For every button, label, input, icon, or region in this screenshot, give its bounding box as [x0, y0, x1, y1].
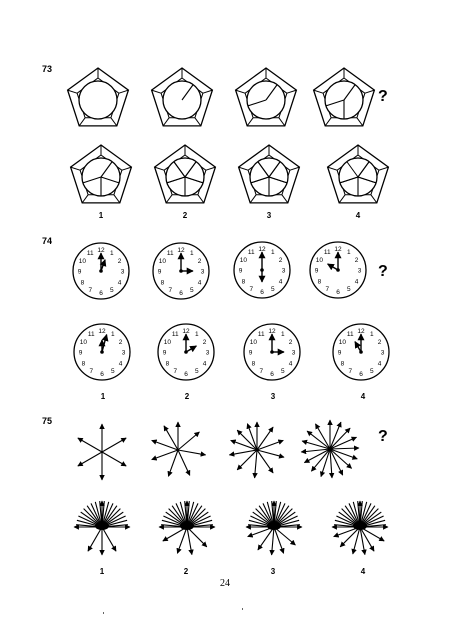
question-75-number: 75 — [42, 416, 53, 426]
dial-number: 9 — [78, 349, 83, 357]
q74-option-2-clock — [158, 324, 214, 380]
dial-number: 12 — [357, 328, 365, 336]
q74-option-1-clock — [74, 324, 130, 380]
dial-number: 6 — [184, 371, 188, 379]
dial-number: 8 — [317, 278, 322, 286]
dial-number: 9 — [238, 267, 243, 275]
arrow-line — [177, 527, 187, 553]
q73-figures — [68, 68, 389, 203]
dial-number: 10 — [163, 338, 172, 346]
q73-option-1-label[interactable]: 1 — [98, 211, 104, 220]
dial-number: 11 — [87, 331, 95, 338]
dial-number: 3 — [120, 268, 125, 276]
corner-line — [111, 118, 117, 126]
dial-number: 8 — [80, 279, 85, 287]
page-number: 24 — [220, 578, 230, 589]
question-73-mark: ? — [378, 88, 388, 105]
dial-number: 2 — [118, 338, 123, 346]
arrow-line — [178, 450, 190, 475]
q73-option-1-figure — [71, 145, 132, 203]
dial-number: 7 — [325, 286, 330, 294]
dial-number: 3 — [121, 349, 126, 357]
dial-number: 11 — [171, 331, 179, 338]
inner-circle — [79, 81, 117, 119]
dial-number: 5 — [109, 287, 114, 295]
dial-number: 2 — [377, 338, 382, 346]
dial-number: 10 — [239, 256, 248, 264]
dial-number: 3 — [200, 268, 205, 276]
dial-number: 3 — [281, 267, 286, 275]
arrow-line — [307, 431, 330, 449]
dial-number: 8 — [165, 360, 170, 368]
dial-number: 1 — [270, 249, 275, 256]
arrow-line — [152, 440, 178, 450]
dial-number: 4 — [278, 278, 283, 286]
corner-line — [371, 195, 377, 203]
corner-line — [282, 195, 288, 203]
dial-number: 1 — [110, 331, 115, 338]
dial-number: 11 — [86, 250, 94, 257]
dial-number: 10 — [338, 338, 347, 346]
q73-option-4-label[interactable]: 4 — [355, 211, 361, 220]
dial-number: 10 — [249, 338, 258, 346]
arrow-line — [247, 424, 257, 450]
dial-number: 11 — [346, 331, 354, 338]
dial-number: 3 — [380, 349, 385, 357]
dial-number: 6 — [336, 289, 340, 297]
q75-option-1-label[interactable]: 1 — [99, 567, 105, 576]
dial-number: 11 — [247, 249, 255, 256]
q73-figure-4 — [314, 68, 375, 126]
q73-option-3-figure — [239, 145, 300, 203]
dial-number: 2 — [202, 338, 207, 346]
dial-number: 1 — [346, 249, 351, 256]
dial-number: 1 — [369, 331, 374, 338]
dial-number: 9 — [162, 349, 167, 357]
dial-number: 12 — [97, 247, 105, 255]
dial-number: 12 — [98, 328, 106, 336]
dial-number: 11 — [257, 331, 265, 338]
dial-number: 5 — [194, 368, 199, 376]
dial-number: 8 — [340, 360, 345, 368]
dial-number: 8 — [241, 278, 246, 286]
corner-line — [166, 195, 172, 203]
question-75-mark: ? — [378, 428, 388, 445]
q74-clock-4 — [310, 242, 366, 298]
dial-number: 1 — [280, 331, 285, 338]
arrow-line — [152, 450, 178, 460]
q75-figure-2 — [152, 422, 206, 476]
arrow-line — [102, 452, 126, 466]
dial-number: 7 — [249, 286, 254, 294]
dial-number: 6 — [99, 290, 103, 298]
corner-line — [250, 195, 256, 203]
dial-number: 1 — [189, 250, 194, 257]
arrow-line — [102, 527, 116, 551]
q75-option-1-bottom — [74, 501, 130, 555]
q75-option-4-bottom — [332, 501, 388, 555]
dial-number: 9 — [157, 268, 162, 276]
dial-number: 4 — [117, 279, 122, 287]
clock-pivot — [179, 269, 183, 273]
q75-option-2-bottom — [159, 501, 215, 555]
dial-number: 10 — [158, 257, 167, 265]
q73-figure-1 — [68, 68, 129, 126]
q75-figure-3 — [229, 422, 284, 478]
q75-option-4-label[interactable]: 4 — [360, 567, 366, 576]
dial-number: 2 — [197, 257, 202, 265]
dial-number: 9 — [248, 349, 253, 357]
dial-number: 8 — [160, 279, 165, 287]
arrow-line — [178, 450, 206, 455]
arrow-line — [168, 450, 178, 476]
arrow-line — [78, 438, 102, 452]
dial-number: 4 — [197, 279, 202, 287]
dial-number: 12 — [177, 247, 185, 255]
dial-number: 11 — [166, 250, 174, 257]
dial-number: 4 — [354, 278, 359, 286]
dial-number: 2 — [117, 257, 122, 265]
q74-option-1-label[interactable]: 1 — [100, 392, 106, 401]
dial-number: 6 — [270, 371, 274, 379]
dial-number: 7 — [88, 287, 93, 295]
arrow-line — [78, 452, 102, 466]
q73-option-2-figure — [155, 145, 216, 203]
dial-number: 7 — [89, 368, 94, 376]
clock-pivot — [336, 268, 340, 272]
dial-number: 1 — [109, 250, 114, 257]
corner-line — [195, 118, 201, 126]
dial-number: 2 — [354, 256, 359, 264]
dial-number: 6 — [260, 289, 264, 297]
q74-option-4-clock — [333, 324, 389, 380]
arrow-line — [272, 527, 274, 555]
dial-number: 1 — [194, 331, 199, 338]
dial-number: 8 — [81, 360, 86, 368]
dial-number: 2 — [278, 256, 283, 264]
q73-option-3-label[interactable]: 3 — [266, 211, 272, 220]
arrow-line — [330, 449, 352, 468]
dial-number: 7 — [259, 368, 264, 376]
q75-figures — [74, 420, 388, 555]
q74-option-2-label[interactable]: 2 — [184, 392, 190, 401]
clock-pivot — [100, 350, 104, 354]
dial-number: 5 — [270, 286, 275, 294]
corner-line — [339, 195, 345, 203]
dial-number: 10 — [79, 338, 88, 346]
dial-number: 4 — [377, 360, 382, 368]
q74-option-3-label[interactable]: 3 — [270, 392, 276, 401]
q74-clock-1 — [73, 243, 129, 299]
question-74-mark: ? — [378, 263, 388, 280]
q75-figure-4 — [301, 420, 359, 478]
q73-figure-2 — [152, 68, 213, 126]
arrow-line — [237, 430, 257, 450]
q75-option-2-label[interactable]: 2 — [183, 567, 189, 576]
dial-number: 7 — [348, 368, 353, 376]
dial-number: 12 — [258, 246, 266, 254]
dial-number: 5 — [346, 286, 351, 294]
corner-line — [357, 118, 363, 126]
dial-number: 7 — [173, 368, 178, 376]
dial-number: 12 — [268, 328, 276, 336]
q73-option-2-label[interactable]: 2 — [182, 211, 188, 220]
dial-number: 8 — [251, 360, 256, 368]
clock-pivot — [99, 269, 103, 273]
question-74-number: 74 — [42, 236, 53, 246]
corner-line — [79, 118, 85, 126]
corner-line — [82, 195, 88, 203]
q73-option-4-figure — [328, 145, 389, 203]
arrow-line — [88, 527, 102, 551]
dial-number: 6 — [359, 371, 363, 379]
dial-number: 11 — [323, 249, 331, 256]
dial-number: 6 — [179, 290, 183, 298]
arrow-line — [311, 449, 330, 471]
dial-number: 12 — [182, 328, 190, 336]
question-73-number: 73 — [42, 64, 53, 74]
clock-pivot — [270, 350, 274, 354]
dial-number: 7 — [168, 287, 173, 295]
q75-option-3-label[interactable]: 3 — [270, 567, 276, 576]
dial-number: 4 — [118, 360, 123, 368]
dial-number: 6 — [100, 371, 104, 379]
q74-option-4-label[interactable]: 4 — [360, 392, 366, 401]
clock-pivot — [260, 268, 264, 272]
q74-clock-2 — [153, 243, 209, 299]
q75-option-3-bottom — [246, 501, 302, 555]
q73-figure-3 — [236, 68, 297, 126]
dial-number: 3 — [291, 349, 296, 357]
q74-clock-3 — [234, 242, 290, 298]
dial-number: 5 — [369, 368, 374, 376]
corner-line — [198, 195, 204, 203]
dial-number: 2 — [288, 338, 293, 346]
clock-pivot — [359, 350, 363, 354]
dial-number: 9 — [77, 268, 82, 276]
dial-number: 4 — [202, 360, 207, 368]
corner-line — [325, 118, 331, 126]
dial-number: 3 — [205, 349, 210, 357]
clock-pivot — [184, 350, 188, 354]
corner-line — [114, 195, 120, 203]
q74-figures — [73, 242, 389, 380]
dial-number: 5 — [110, 368, 115, 376]
dial-number: 9 — [337, 349, 342, 357]
dial-number: 4 — [288, 360, 293, 368]
dial-number: 10 — [315, 256, 324, 264]
q75-figure-1 — [78, 424, 126, 480]
corner-line — [163, 118, 169, 126]
dial-number: 12 — [334, 246, 342, 254]
corner-line — [279, 118, 285, 126]
arrow-line — [164, 426, 178, 450]
dial-number: 9 — [314, 267, 319, 275]
q74-option-3-clock — [244, 324, 300, 380]
arrow-line — [102, 438, 126, 452]
dial-number: 3 — [357, 267, 362, 275]
arrow-line — [255, 450, 257, 478]
dial-number: 5 — [189, 287, 194, 295]
dial-number: 10 — [78, 257, 87, 265]
arrow-line — [330, 448, 359, 449]
arrow-line — [231, 440, 257, 450]
arrow-line — [178, 432, 199, 450]
arrow-line — [330, 428, 350, 449]
dial-number: 5 — [280, 368, 285, 376]
corner-line — [247, 118, 253, 126]
